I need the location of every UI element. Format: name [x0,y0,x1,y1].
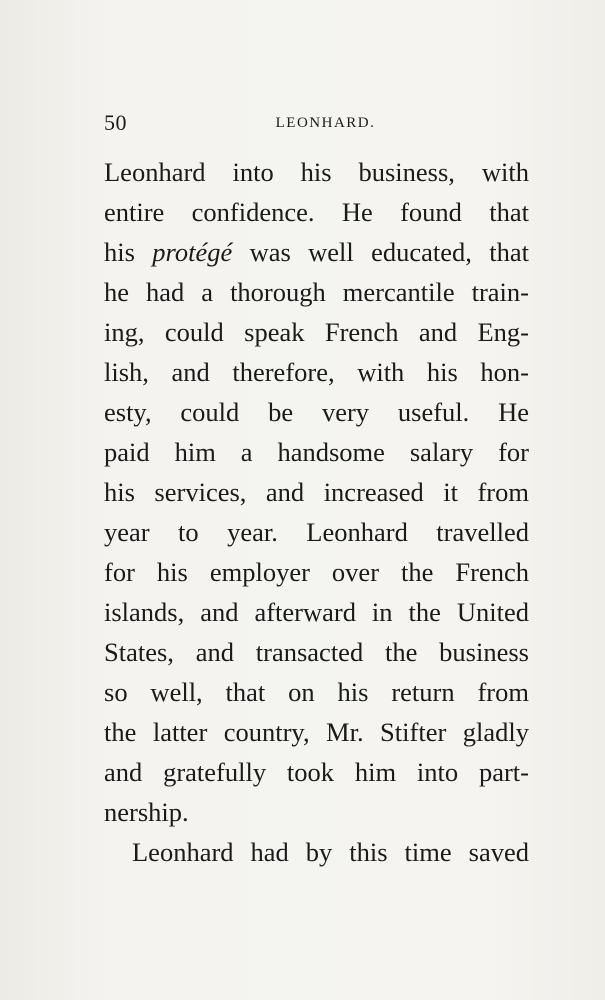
text-line: nership. [104,797,189,827]
text-line: lish, and therefore, with his hon- [104,357,529,387]
text-line: so well, that on his return from [104,677,529,707]
text-segment: was well educated, that [232,237,529,267]
text-line: States, and transacted the business [104,637,529,667]
text-line: entire confidence. He found that [104,197,529,227]
text-line [104,232,529,272]
text-line: for his employer over the French [104,557,529,587]
text-line: year to year. Leonhard travelled [104,517,529,547]
page-number: 50 [104,110,127,135]
text-line: islands, and afterward in the United [104,597,529,627]
text-line: Leonhard had by this time saved [132,837,529,867]
text-line: ing, could speak French and Eng- [104,317,529,347]
text-segment: his [104,237,153,267]
running-head [104,110,529,136]
text-line: he had a thorough mercantile train- [104,277,529,307]
text-line: esty, could be very useful. He [104,397,529,427]
text-line: the latter country, Mr. Stifter gladly [104,717,529,747]
text-line: his services, and increased it from [104,477,529,507]
text-line: Leonhard into his business, with [104,157,529,187]
italic-word: protégé [152,237,233,267]
running-title: LEONHARD. [275,115,376,131]
body-text [104,152,529,872]
text-line: paid him a handsome salary for [104,437,529,467]
text-line: and gratefully took him into part- [104,757,529,787]
